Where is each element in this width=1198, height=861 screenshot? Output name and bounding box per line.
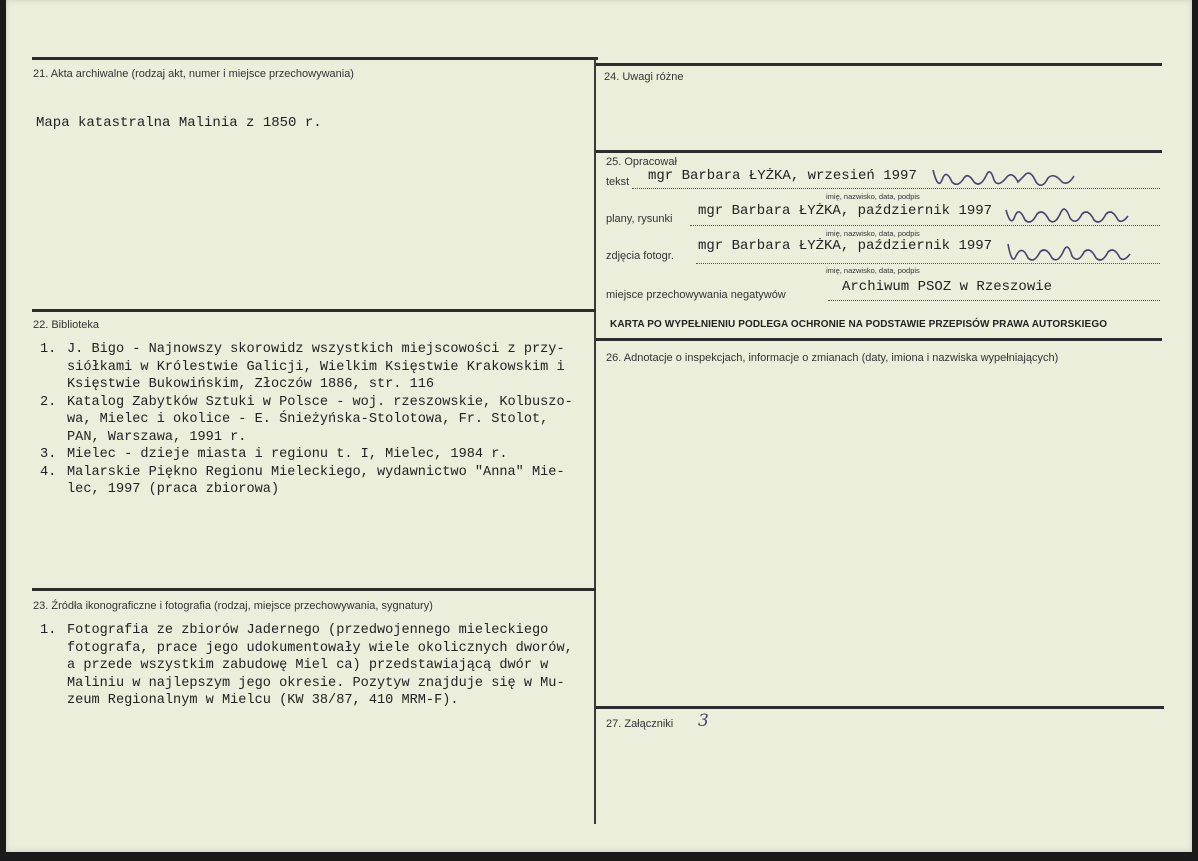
negatywy-label: miejsce przechowywania negatywów [606,289,786,301]
top-rule-right [596,63,1162,66]
negatywy-value: Archiwum PSOZ w Rzeszowie [842,279,1053,295]
section-23-label: 23. Źródła ikonograficzne i fotografia (rodzaj, miejsce przechowywania, sygnatury) [33,600,433,612]
rule-23 [32,588,596,591]
list-item-number: 2. [40,394,57,410]
center-divider [594,58,596,824]
negatywy-dotted-line [828,300,1160,301]
list-item-line: J. Bigo - Najnowszy skorowidz wszystkich miejscowości z przy- [67,342,565,357]
list-item-number: 4. [40,464,57,480]
list-item-line: wa, Mielec i okolice - E. Śnieżyńska-Stolotowa, Fr. Stolot, [67,412,549,427]
plany-label: plany, rysunki [606,213,673,225]
zdjecia-label: zdjęcia fotogr. [606,250,674,262]
copyright-warning: KARTA PO WYPEŁNIENIU PODLEGA OCHRONIE NA PODSTAWIE PRZEPISÓW PRAWA AUTORSKIEGO [610,319,1108,330]
bibliography-list [40,341,573,499]
list-item-line: zeum Regionalnym w Mielcu (KW 38/87, 410 MRM-F). [67,693,459,708]
section-22-label: 22. Biblioteka [33,319,100,331]
rule-25 [596,150,1162,153]
list-item [40,341,573,394]
plany-value: mgr Barbara ŁYŻKA, październik 1997 [698,203,993,219]
zdjecia-value: mgr Barbara ŁYŻKA, październik 1997 [698,238,993,254]
top-rule-left [32,57,598,60]
section-25-label: 25. Opracował [606,156,677,168]
list-item-number: 1. [40,623,57,638]
list-item-line: PAN, Warszawa, 1991 r. [67,429,247,445]
list-item-line: Księstwie Bukowińskim, Złoczów 1886, str. 116 [67,377,435,392]
list-item-line: Mielec - dzieje miasta i regionu t. I, Mielec, 1984 r. [67,447,508,462]
list-item-number: 1. [40,342,57,357]
list-item-line: Fotografia ze zbiorów Jadernego (przedwojennego mieleckiego [67,623,549,638]
list-item [40,394,573,447]
list-item-line: lec, 1997 (praca zbiorowa) [67,482,280,497]
signature-3 [1004,238,1134,268]
section-27-label: 27. Załączniki [606,718,674,730]
iconography-list [40,622,573,710]
tekst-label: tekst [606,176,630,188]
rule-26 [596,338,1162,341]
section-24-label: 24. Uwagi różne [604,71,684,83]
list-item-line: fotografa, prace jego udokumentowały wiele okolicznych dworów, [67,640,573,656]
signature-1 [928,162,1078,192]
list-item-line: siółkami w Królestwie Galicji, Wielkim Księstwie Krakowskim i [67,359,565,375]
plany-hint: imię, nazwisko, data, podpis [826,229,920,238]
list-item [40,446,573,464]
list-item-line: Maliniu w najlepszym jego okresie. Pozytyw znajduje się w Mu- [67,675,565,691]
tekst-hint: imię, nazwisko, data, podpis [826,192,920,201]
zdjecia-hint: imię, nazwisko, data, podpis [826,266,920,275]
rule-27 [596,706,1164,709]
section-21-label: 21. Akta archiwalne (rodzaj akt, numer i miejsce przechowywania) [33,68,354,80]
section-26-label: 26. Adnotacje o inspekcjach, informacje o zmianach (daty, imiona i nazwiska wypełniających) [606,352,1059,364]
tekst-value: mgr Barbara ŁYŻKA, wrzesień 1997 [648,168,917,184]
rule-22 [32,309,596,312]
section-21-value: Mapa katastralna Malinia z 1850 r. [36,115,322,131]
list-item-number: 3. [40,447,57,462]
list-item-line: Katalog Zabytków Sztuki w Polsce - woj. rzeszowskie, Kolbuszo- [67,394,573,410]
list-item-line: a przede wszystkim zabudowę Miel ca) przedstawiającą dwór w [67,658,549,673]
list-item-line: Malarskie Piękno Regionu Mieleckiego, wydawnictwo "Anna" Mie- [67,464,565,480]
catalog-card [6,0,1192,852]
list-item [40,464,573,499]
tekst-dotted-line [632,188,1160,189]
list-item [40,622,573,710]
attachments-count: 3 [698,711,709,731]
signature-2 [1002,200,1132,230]
